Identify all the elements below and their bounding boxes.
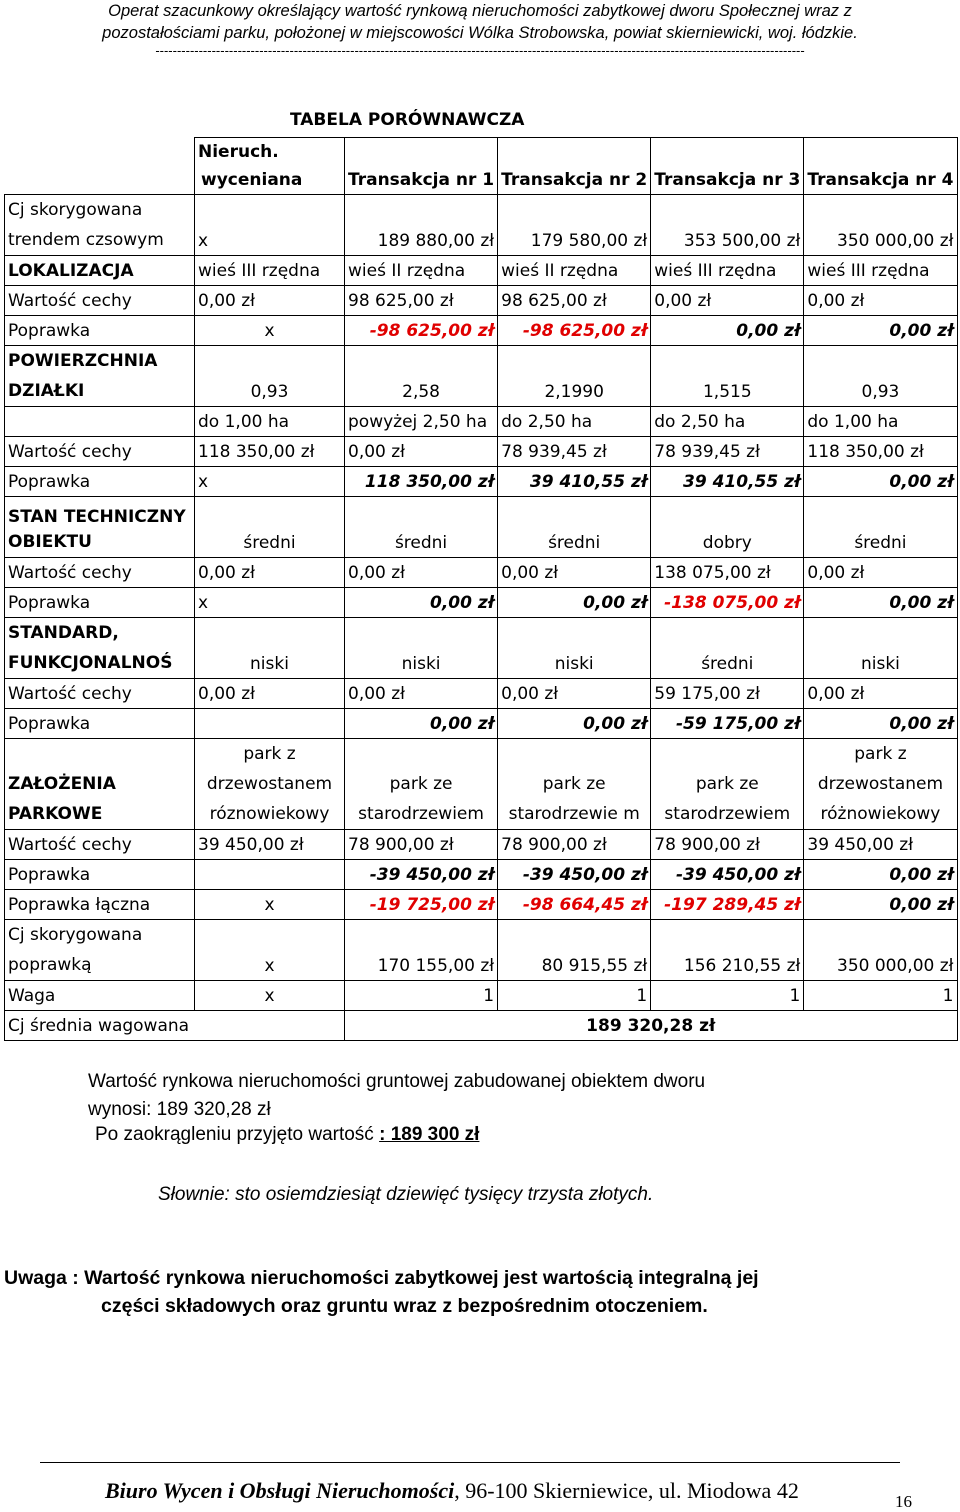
table-row: Wartość cechy 0,00 zł 0,00 zł 0,00 zł 138 075,00 zł 0,00 zł	[5, 558, 958, 588]
table-row: Cj skorygowana trendem czsowym x 189 880,00 zł 179 580,00 zł 353 500,00 zł 350 000,00 zł	[5, 195, 958, 256]
value-in-words: Słownie: sto osiemdziesiąt dziewięć tysięcy trzysta złotych.	[158, 1184, 654, 1205]
header-transaction-3: Transakcja nr 3	[651, 138, 804, 195]
document-header	[0, 0, 960, 58]
table-row: ZAŁOŻENIA PARKOWE park z drzewostanem róznowiekowy park ze starodrzewiem park ze starodrzewie m park ze starodrzewiem park z drzewostanem różnowiekowy	[5, 739, 958, 830]
table-row: Wartość cechy 0,00 zł 98 625,00 zł 98 625,00 zł 0,00 zł 0,00 zł	[5, 286, 958, 316]
header-transaction-2: Transakcja nr 2	[498, 138, 651, 195]
weighted-average: 189 320,28 zł	[345, 1011, 958, 1041]
table-header-row	[5, 138, 958, 195]
footer: Biuro Wycen i Obsługi Nieruchomości, 96-100 Skierniewice, ul. Miodowa 42	[105, 1478, 799, 1503]
table-row: POWIERZCHNIA DZIAŁKI 0,93 2,58 2,1990 1,515 0,93	[5, 346, 958, 407]
table-row: Cj skorygowana poprawką x 170 155,00 zł 80 915,55 zł 156 210,55 zł 350 000,00 zł	[5, 920, 958, 981]
note: Uwaga : Wartość rynkowa nieruchomości zabytkowej jest wartością integralną jej części składowych oraz gruntu wraz z bezpośrednim otoczeniem.	[4, 1267, 759, 1317]
comparison-table	[4, 137, 958, 1041]
rounded-value-line: Po zaokrągleniu przyjęto wartość : 189 300 zł	[95, 1124, 480, 1145]
page-number: 16	[895, 1492, 912, 1511]
table-row: STAN TECHNICZNY OBIEKTU średni średni średni dobry średni	[5, 497, 958, 558]
table-row: Wartość cechy 118 350,00 zł 0,00 zł 78 939,45 zł 78 939,45 zł 118 350,00 zł	[5, 437, 958, 467]
footer-divider	[40, 1462, 900, 1463]
table-row: Poprawka x 118 350,00 zł 39 410,55 zł 39 410,55 zł 0,00 zł	[5, 467, 958, 497]
table-row: Wartość cechy 39 450,00 zł 78 900,00 zł 78 900,00 zł 78 900,00 zł 39 450,00 zł	[5, 830, 958, 860]
table-row: STANDARD, FUNKCJONALNOŚ niski niski niski średni niski	[5, 618, 958, 679]
table-row: Poprawka x -98 625,00 zł -98 625,00 zł 0,00 zł 0,00 zł	[5, 316, 958, 346]
table-row: do 1,00 ha powyżej 2,50 ha do 2,50 ha do 2,50 ha do 1,00 ha	[5, 407, 958, 437]
header-subject: Nieruch. wyceniana	[195, 138, 345, 195]
table-row: Poprawka x 0,00 zł 0,00 zł -138 075,00 zł 0,00 zł	[5, 588, 958, 618]
table-row: Waga x 1 1 1 1	[5, 981, 958, 1011]
table-row: Poprawka -39 450,00 zł -39 450,00 zł -39 450,00 zł 0,00 zł	[5, 860, 958, 890]
summary-text: Wartość rynkowa nieruchomości gruntowej zabudowanej obiektem dworu wynosi: 189 320,28 zł	[88, 1071, 706, 1120]
row-label: Cj skorygowana trendem czsowym	[5, 195, 195, 256]
table-row: LOKALIZACJA wieś III rzędna wieś II rzędna wieś II rzędna wieś III rzędna wieś III rzędna	[5, 256, 958, 286]
table-row: Poprawka łączna x -19 725,00 zł -98 664,45 zł -197 289,45 zł 0,00 zł	[5, 890, 958, 920]
table-row: Poprawka 0,00 zł 0,00 zł -59 175,00 zł 0,00 zł	[5, 709, 958, 739]
table-row: Wartość cechy 0,00 zł 0,00 zł 0,00 zł 59 175,00 zł 0,00 zł	[5, 679, 958, 709]
header-line-2: pozostałościami parku, położonej w miejscowości Wólka Strobowska, powiat skierniewicki, woj. łódzkie.	[102, 24, 858, 42]
header-transaction-4: Transakcja nr 4	[804, 138, 957, 195]
header-line-1: Operat szacunkowy określający wartość rynkową nieruchomości zabytkowej dworu Społecznej wraz z	[108, 2, 852, 20]
header-transaction-1: Transakcja nr 1	[345, 138, 498, 195]
table-row: Cj średnia wagowana 189 320,28 zł	[5, 1011, 958, 1041]
header-dashes: ------------------------------------------------------------------------------------------------------------------------------------------------------	[155, 44, 805, 58]
table-title: TABELA PORÓWNAWCZA	[290, 110, 525, 130]
